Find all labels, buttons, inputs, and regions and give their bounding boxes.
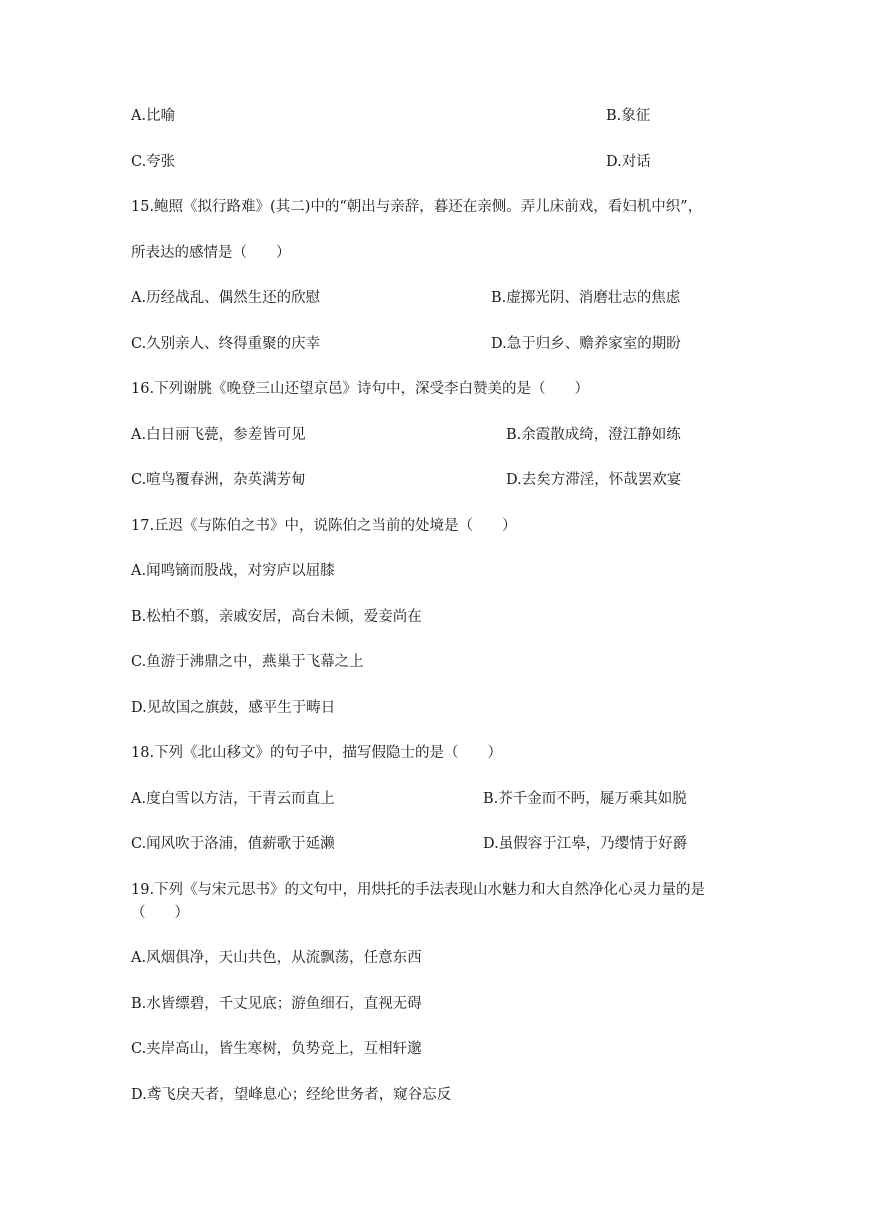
q16-option-d: D.去矣方滞淫，怀哉罢欢宴 xyxy=(506,472,682,488)
q16-option-a: A.白日丽飞甍，参差皆可见 xyxy=(131,427,306,443)
q17-option-d: D.见故国之旗鼓，感平生于畴日 xyxy=(131,700,336,716)
q16-stem: 16.下列谢朓《晚登三山还望京邑》诗句中，深受李白赞美的是（ ） xyxy=(131,381,590,397)
q19-option-c: C.夹岸高山，皆生寒树，负势竞上，互相轩邈 xyxy=(131,1041,422,1057)
q14-option-d: D.对话 xyxy=(606,154,651,170)
q19-option-b: B.水皆缥碧，千丈见底；游鱼细石，直视无碍 xyxy=(131,996,422,1012)
q15-option-a: A.历经战乱、偶然生还的欣慰 xyxy=(131,290,321,306)
q19-option-a: A.风烟俱净，天山共色，从流飘荡，任意东西 xyxy=(131,950,422,966)
q15-option-c: C.久别亲人、终得重聚的庆幸 xyxy=(131,336,321,352)
q14-option-a: A.比喻 xyxy=(131,108,176,124)
q18-option-b: B.芥千金而不眄，屣万乘其如脱 xyxy=(483,791,687,807)
q16-option-b: B.余霞散成绮，澄江静如练 xyxy=(506,427,681,443)
q15-stem-line2: 所表达的感情是（ ） xyxy=(131,245,291,261)
q17-option-a: A.闻鸣镝而股战，对穷庐以屈膝 xyxy=(131,563,335,579)
q15-option-b: B.虚掷光阴、消磨壮志的焦虑 xyxy=(491,290,681,306)
q15-stem-line1: 15.鲍照《拟行路难》(其二)中的“朝出与亲辞，暮还在亲侧。弄儿床前戏，看妇机中织”， xyxy=(131,199,703,215)
q18-option-a: A.度白雪以方洁，干青云而直上 xyxy=(131,791,335,807)
q19-stem-line2: （ ） xyxy=(131,905,189,921)
q19-option-d: D.鸢飞戾天者，望峰息心；经纶世务者，窥谷忘反 xyxy=(131,1087,452,1103)
q18-option-d: D.虽假容于江皋，乃缨情于好爵 xyxy=(483,836,688,852)
q14-option-b: B.象征 xyxy=(606,108,651,124)
q19-stem-line1: 19.下列《与宋元思书》的文句中，用烘托的手法表现山水魅力和大自然净化心灵力量的是 xyxy=(131,882,706,898)
q18-stem: 18.下列《北山移文》的句子中，描写假隐士的是（ ） xyxy=(131,745,503,761)
q18-option-c: C.闻风吹于洛浦，值薪歌于延濑 xyxy=(131,836,335,852)
q14-option-c: C.夸张 xyxy=(131,154,176,170)
q17-stem: 17.丘迟《与陈伯之书》中，说陈伯之当前的处境是（ ） xyxy=(131,518,517,534)
q15-option-d: D.急于归乡、赡养家室的期盼 xyxy=(491,336,681,352)
q17-option-c: C.鱼游于沸鼎之中，燕巢于飞幕之上 xyxy=(131,654,364,670)
q17-option-b: B.松柏不翦，亲戚安居，高台未倾，爱妾尚在 xyxy=(131,609,422,625)
q16-option-c: C.喧鸟覆春洲，杂英满芳甸 xyxy=(131,472,306,488)
